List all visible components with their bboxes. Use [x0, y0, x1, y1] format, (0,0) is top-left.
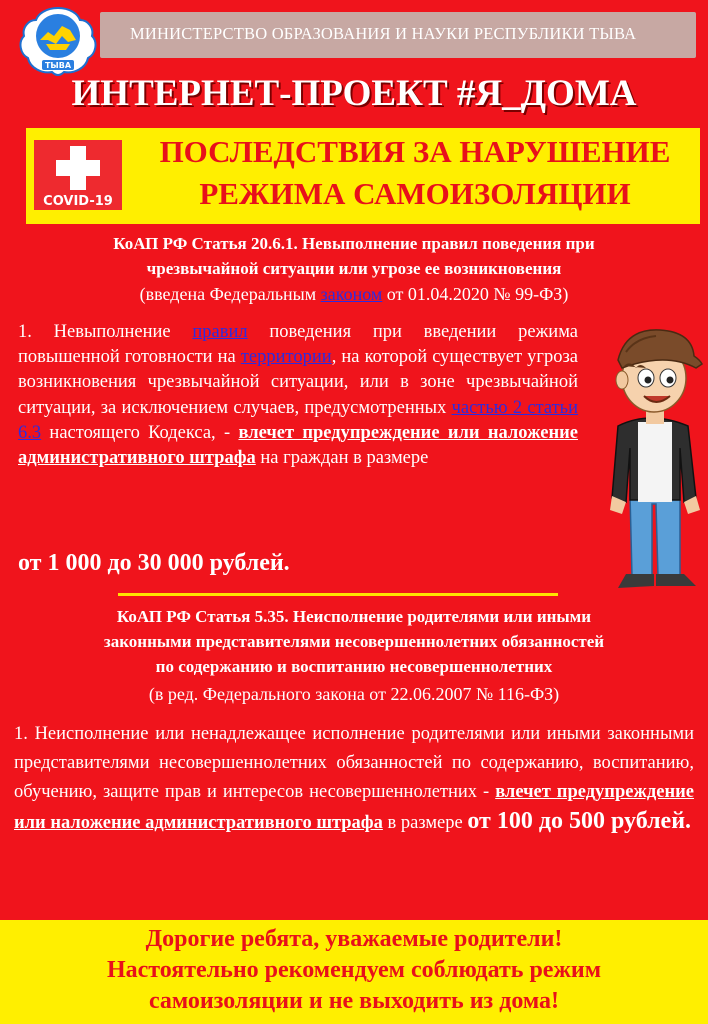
emblem-label: ТЫВА [44, 61, 72, 70]
covid-label: COVID-19 [43, 194, 113, 209]
article1-fine-text: влечет предупреждение или наложение административного штрафа [18, 422, 579, 469]
article2-text-b: в размере [382, 813, 468, 833]
article2-text-a: 1. Неисполнение или ненадлежащее исполнение родителями или иными законными представителями несовершеннолетних обязанностей по содержанию, воспитанию, обучению, защите прав и интересов несовершеннолетних - [14, 724, 694, 802]
covid-cross-icon [34, 140, 122, 210]
footer-line2: Настоятельно рекомендуем соблюдать режим [106, 957, 602, 983]
article2-subtitle: (в ред. Федерального закона от 22.06.2007 № 116-ФЗ) [148, 684, 560, 704]
project-title: ИНТЕРНЕТ-ПРОЕКТ #Я_ДОМА [71, 73, 637, 114]
territory-link[interactable]: территории [240, 347, 332, 368]
article-part-link[interactable]: частью 2 статьи 6.3 [18, 397, 579, 443]
article2-paragraph [14, 720, 694, 838]
article1-amount: от 1 000 до 30 000 рублей. [18, 550, 290, 576]
law-link[interactable]: законом [320, 284, 383, 304]
boy-illustration [596, 318, 708, 594]
article1-text-a: 1. Невыполнение [18, 322, 193, 342]
article2-amount: от 100 до 500 рублей. [467, 808, 692, 834]
tuva-emblem-icon [18, 6, 98, 78]
article1-sub-post: от 01.04.2020 № 99-ФЗ) [382, 284, 569, 304]
article1-sub-pre: (введена Федеральным [139, 284, 321, 304]
ministry-title: МИНИСТЕРСТВО ОБРАЗОВАНИЯ И НАУКИ РЕСПУБЛИКИ ТЫВА [130, 24, 637, 43]
article1-heading-line1: КоАП РФ Статья 20.6.1. Невыполнение правил поведения при [113, 234, 595, 253]
footer-line3: самоизоляции и не выходить из дома! [148, 988, 560, 1014]
article1-text-e: на граждан в размере [255, 448, 429, 469]
article1-subtitle [0, 284, 708, 305]
article1-paragraph [18, 320, 578, 471]
article2-heading-line3: по содержанию и воспитанию несовершеннолетних [155, 657, 553, 676]
article1-text-c: , на которой существует угроза возникновения чрезвычайной ситуации, или в зоне чрезвычайной ситуации, за исключением случаев, предусмотренных [18, 347, 578, 418]
article2-heading-line2: законными представителями несовершеннолетних обязанностей [103, 632, 605, 651]
article1-text-d: настоящего Кодекса, - [41, 422, 239, 443]
footer-line1: Дорогие ребята, уважаемые родители! [145, 926, 563, 952]
article2-fine-text: влечет предупреждение или наложение административного штрафа [14, 782, 694, 833]
banner-title-line1: ПОСЛЕДСТВИЯ ЗА НАРУШЕНИЕ [159, 134, 671, 169]
section-divider [118, 593, 558, 596]
rules-link[interactable]: правил [192, 322, 248, 342]
banner-title-line2: РЕЖИМА САМОИЗОЛЯЦИИ [199, 176, 631, 211]
article1-text-b: поведения при введении режима повышенной готовности на [18, 322, 579, 368]
article2-heading-line1: КоАП РФ Статья 5.35. Неисполнение родителями или иными [116, 607, 592, 626]
article1-heading-line2: чрезвычайной ситуации или угрозе ее возникновения [146, 259, 562, 278]
